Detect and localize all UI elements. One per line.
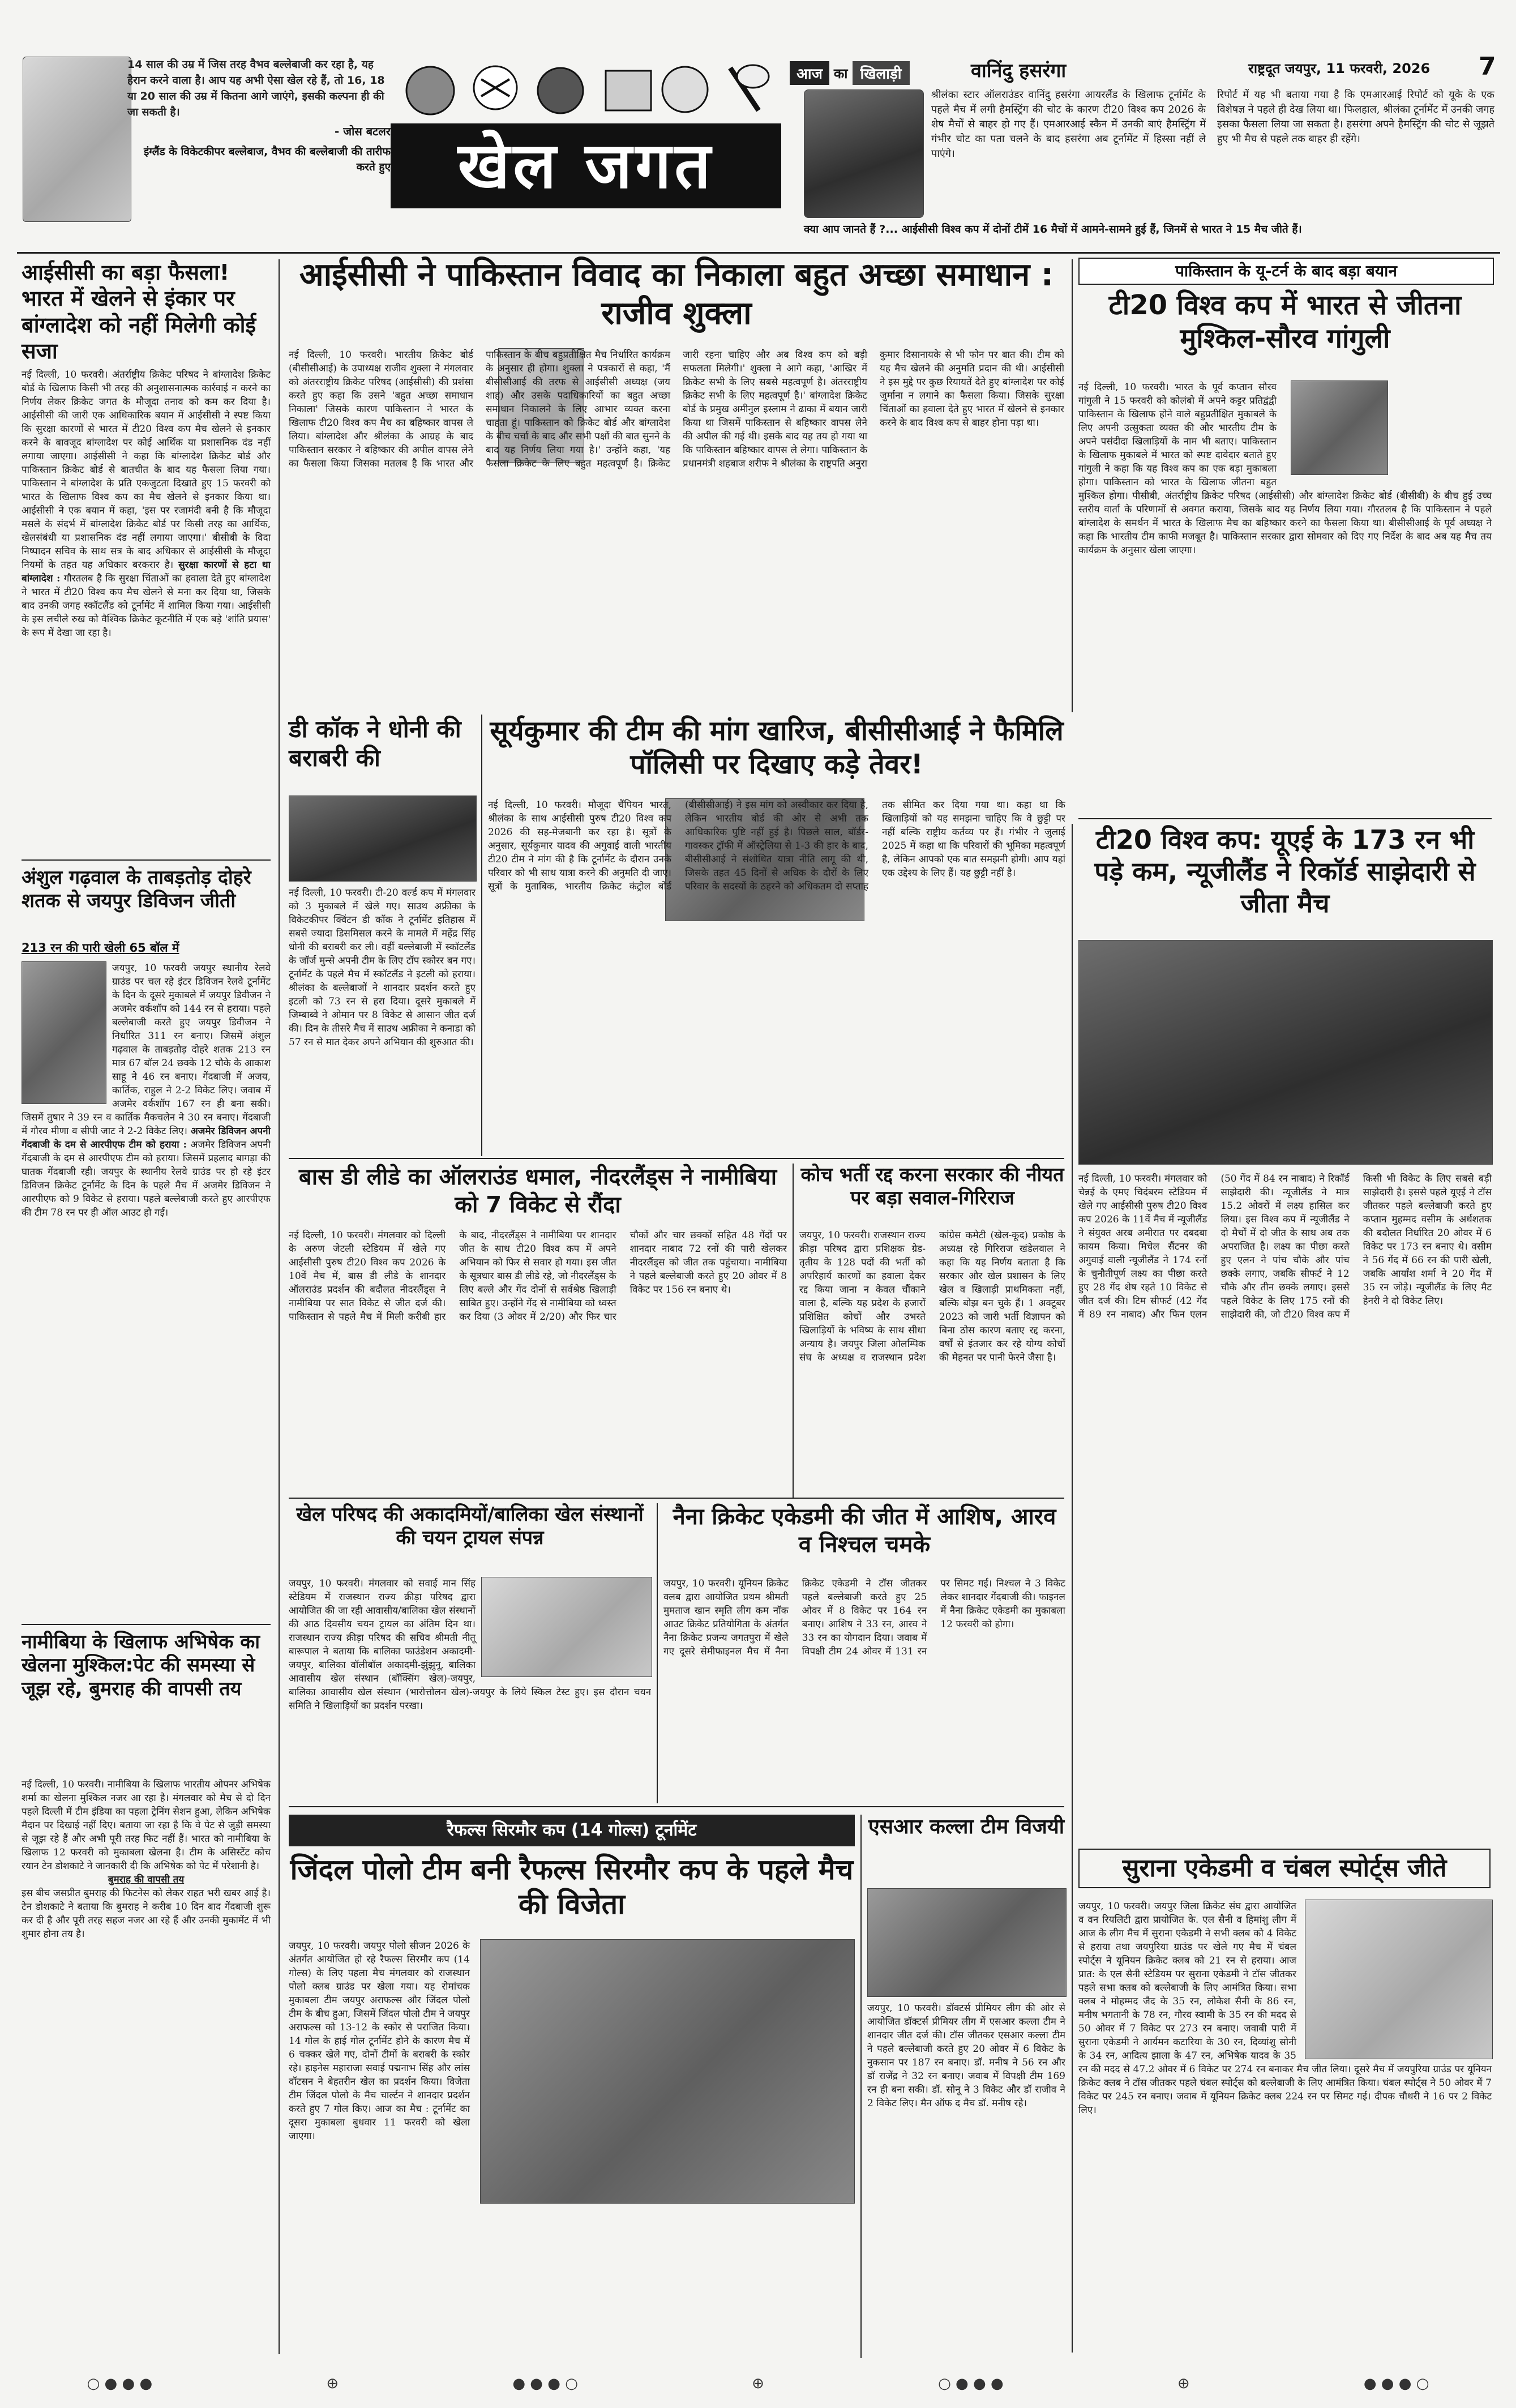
aaj-ka-khiladi-label bbox=[790, 61, 910, 85]
polo-photo-spacer bbox=[470, 1939, 855, 2205]
anshul-text-2: अजमेर डिविजन अपनी गेंदबाजी के दम से आरपीएफ टीम को हराया। जिसमें प्रहलाद बागड़ा की घातक गेंदबाजी रही। जयपुर के स्थानीय रेलवे ग्राउंड पर हो रहे इंटर डिविजन क्रिकेट टूर्नामेंट के दिन के पहले मैच में अजमेर डिविजन ने आरपीएफ को 9 विकेट से हराया। पहले बल्लेबाजी करते हुए आरपीएफ की टीम 78 रन पर ही ऑल आउट हो गई। bbox=[22, 1139, 271, 1218]
crosshair-icon: ⊕ bbox=[752, 2375, 764, 2392]
anshul-body bbox=[22, 961, 271, 1618]
rajeev-text: नई दिल्ली, 10 फरवरी। भारतीय क्रिकेट बोर्ड (बीसीसीआई) के उपाध्यक्ष राजीव शुक्ला ने मंगलवार को अंतरराष्ट्रीय क्रिकेट परिषद (आईसीसी) की प्रशंसा करते हुए कहा कि उसने 'बहुत अच्छा समाधान निकाला' जिसके कारण पाकिस्तान ने भारत के खिलाफ टी20 विश्व कप मैच का बहिष्कार वापस ले लिया। बांग्लादेश और श्रीलंका के आग्रह के बाद पाकिस्तान सरकार ने बहिष्कार की अपील वापस लेने का फैसला किया जिसका मतलब है कि भारत और पाकिस्तान के बीच बहुप्रतीक्षित मैच निर्धारित कार्यक्रम के अनुसार ही होगा। शुक्ला ने पत्रकारों से कहा, 'मैं बीसीसीआई की तरफ से आईसीसी अध्यक्ष (जय शाह) और उसके पदाधिकारियों का बहुत अच्छा समाधान निकालने के लिए आभार व्यक्त करना चाहता हूं। पाकिस्तान को क्रिकेट बोर्ड और बांग्लादेश के बीच चर्चा के बाद और सभी पक्षों की बात सुनने के बाद यह निर्णय लिया गया है।' उन्होंने कहा, 'यह फैसला क्रिकेट के लिए बहुत महत्वपूर्ण है। क्रिकेट जारी रहना चाहिए और अब विश्व कप को बड़ी सफलता मिलेगी।' शुक्ला ने आगे कहा, 'आखिर में क्रिकेट सभी के लिए सबसे महत्वपूर्ण है। अंतरराष्ट्रीय क्रिकेट सभी के लिए महत्वपूर्ण है।' बांग्लादेश क्रिकेट बोर्ड के प्रमुख अमीनुल इस्लाम ने ढाका में बयान जारी किया था जिसमें पाकिस्तान से बहिष्कार वापस लेने की अपील की गई थी। इसके बाद यह तय हो गया था कि पाकिस्तान बहिष्कार वापस ले लेगा। पाकिस्तान के प्रधानमंत्री शहबाज शरीफ ने श्रीलंका के राष्ट्रपति अनुरा कुमार दिसानायके से भी फोन पर बात की। टीम को यह मैच खेलने की अनुमति प्रदान की थी। आईसीसी ने इस मुद्दे पर कुछ रियायतें देते हुए बांग्लादेश पर कोई जुर्माना न लगाने का फैसला किया। जिसके सुरक्षा चिंताओं का हवाला देते हुए भारत में खेलने से इनकार करने के बाद विश्व कप से बाहर होना पड़ा था। bbox=[289, 349, 1064, 469]
anshul-text: जयपुर, 10 फरवरी जयपुर स्थानीय रेलवे ग्राउंड पर चल रहे इंटर डिविजन रेलवे टूर्नामेंट के दिन के दूसरे मुकाबले में जयपुर डिवीजन ने अजमेर वर्कशॉप को 144 रन से हराया। पहले बल्लेबाजी करते हुए जयपुर डिवीजन ने निर्धारित 311 रन बनाए। जिसमें अंशुल गढ़वाल के ताबड़तोड़ दोहरे शतक 213 रन मात्र 67 बॉल 24 छक्के 12 चौके के आकाश साहू ने 46 रन बनाए। गेंदबाजी में अजय, कार्तिक, राहुल ने 2-2 विकेट लिए। जवाब में अजमेर वर्कशॉप 167 रन ही बना सकी। जिसमें तुषार ने 39 रन व कार्तिक मैकचलेन ने 30 रन बनाए। गेंदबाजी में गौरव मीणा व सीपी जाट ने 2-2 विकेट लिए। bbox=[22, 963, 271, 1137]
abhishek-text: नई दिल्ली, 10 फरवरी। नामीबिया के खिलाफ भारतीय ओपनर अभिषेक शर्मा का खेलना मुश्किल नजर आ रहा है। मंगलवार को मैच से दो दिन पहले दिल्ली में टीम इंडिया का पहला ट्रेनिंग सेशन हुआ, लेकिन अभिषेक मैदान पर दिखाई नहीं दिए। बताया जा रहा है कि वे पेट से जुड़ी समस्या से जूझ रहे हैं और अभी पूरी तरह फिट नहीं हैं। भारत को नामीबिया के खिलाफ 12 फरवरी को मुकाबला खेलना है। टीम के असिस्टेंट कोच रयान टेन डोशकाटे ने जानकारी दी कि अभिषेक को पेट में परेशानी है। bbox=[22, 1779, 271, 1872]
icc-bangladesh-subhead: सुरक्षा कारणों से हटा था बांग्लादेश : bbox=[22, 559, 271, 584]
surana-text: जयपुर, 10 फरवरी। जयपुर जिला क्रिकेट संघ द्वारा आयोजित व वन रियलिटी द्वारा प्रायोजित के. एल सैनी व हिमांशु लीग में आज के लीग मैच में सुराना एकेडमी ने सभी क्लब को 4 विकेट से हराया तथा जयपुरिया ग्राउंड पर खेले गए मैच में चंबल स्पोर्ट्स ने यूनियन क्रिकेट क्लब को 21 रन से हराया। आज प्रात: के एल सैनी स्टेडियम पर सुराना एकेडमी ने टॉस जीतकर पहले सभा क्लब को बल्लेबाजी के लिए आमंत्रित किया। सभा क्लब ने मोहम्मद जैद के 35 रन, लोकेश सैनी के 86 रन, मनीष भगतानी के 78 रन, गौरव स्वामी के 35 रन की मदद से 50 ओवर में 7 विकेट पर 273 रन बनाए। जवाबी पारी में सुराना एकेडमी ने आर्यमन कटारिया के 30 रन, दिव्यांशु सोनी के 34 रन, आदित्य झाला के 47 रन, अभिषेक यादव के 35 रन की मदद से 47.2 ओवर में 6 विकेट पर 274 रन बनाकर मैच जीत लिया। दूसरे मैच में जयपुरिया ग्राउंड पर यूनियन क्रिकेट क्लब ने टॉस जीतकर पहले चंबल स्पोर्ट्स को बल्लेबाजी के लिए आमंत्रित किया। चंबल स्पोर्ट्स ने 50 ओवर में 7 विकेट पर 245 रन बनाए। जवाब में यूनियन क्रिकेट क्लब 224 रन पर सिमट गई। दीपक चौधरी ने 16 पर 2 विकेट लिए। bbox=[1078, 1901, 1492, 2116]
quote-author: - जोस बटलर bbox=[334, 125, 391, 138]
suryakumar-headline: सूर्यकुमार की टीम की मांग खारिज, बीसीसीआई ने फैमिलि पॉलिसी पर दिखाए कड़े तेवर! bbox=[490, 715, 1064, 780]
khel-parishad-body bbox=[289, 1577, 651, 1798]
uae-headline: टी20 विश्व कप: यूएई के 173 रन भी पड़े कम, न्यूजीलैंड ने रिकॉर्ड साझेदारी से जीता मैच bbox=[1094, 824, 1476, 919]
left-divider-1 bbox=[22, 859, 271, 861]
trial-photo-spacer bbox=[476, 1577, 651, 1679]
khiladi-label: खिलाड़ी bbox=[853, 61, 910, 85]
footer-registration-marks bbox=[0, 2372, 1516, 2395]
quote-box bbox=[127, 57, 391, 212]
naina-headline: नैना क्रिकेट एकेडमी की जीत में आशिष, आरव व निश्चल चमके bbox=[673, 1504, 1056, 1558]
ganguly-body bbox=[1078, 380, 1492, 822]
mid-divider-1 bbox=[289, 1158, 1064, 1159]
abhishek-subhead: बुमराह की वापसी तय bbox=[108, 1874, 185, 1885]
ganguly-kicker: पाकिस्तान के यू-टर्न के बाद बड़ा बयान bbox=[1078, 258, 1494, 285]
player-text-2: रिपोर्ट में यह भी बताया गया है कि एमआरआई रिपोर्ट को यूके के एक विशेषज्ञ ने पहले ही देख लिया था। फिलहाल, श्रीलंका टूर्नामेंट में उनकी जगह इसका फैसला लिया जा सकता है। हसरंगा अपने हैमस्ट्रिंग की चोट से जूझते हुए भी मैच से पहले तक बाहर ही रहेंगे। bbox=[1217, 89, 1494, 145]
icc-bangladesh-text-2: गौरतलब है कि सुरक्षा चिंताओं का हवाला देते हुए बांग्लादेश ने भारत में टी20 विश्व कप मैच खेलने से मना कर दिया था, जिसके बाद उनकी जगह स्कॉटलैंड को टूर्नामेंट में शामिल किया गया। आईसीसी के इस लचीले रुख को वैश्विक क्रिकेट कूटनीति में एक बड़े 'शांति प्रयास' के रूप में देखा जा रहा है। bbox=[22, 573, 271, 639]
ganguly-divider bbox=[1078, 818, 1492, 819]
jindal-text: जयपुर, 10 फरवरी। जयपुर पोलो सीजन 2026 के अंतर्गत आयोजित हो रहे रैफल्स सिरमौर कप (14 गोल्स) के लिए पहला मैच मंगलवार को राजस्थान पोलो क्लब ग्राउंड पर खेला गया। यह रोमांचक मुकाबला टीम जयपुर अराफल्स और जिंदल पोलो टीम के बीच हुआ, जिसमें जिंदल पोलो टीम ने जयपुर अराफल्स को 13-12 के स्कोर से पराजित किया। 14 गोल के हाई गोल टूर्नामेंट होने के कारण मैच में 6 चक्कर खेले गए, दोनों टीमों के बराबरी के स्कोर रहे। हाइनेस महाराजा सवाई पद्मनाभ सिंह और लांस वॉटसन ने बेहतरीन खेल का प्रदर्शन किया। विजेता टीम जिंदल पोलो के मैच चार्ल्टन ने शानदार प्रदर्शन करते हुए 7 गोल किए। आज का मैच : टूर्नामेंट का दूसरा मुकाबला बुधवार 11 फरवरी को खेला जाएगा। bbox=[289, 1940, 470, 2142]
coach-headline: कोच भर्ती रद्द करना सरकार की नीयत पर बड़ा सवाल-गिरिराज bbox=[800, 1164, 1064, 1210]
anshul-photo-spacer bbox=[22, 961, 112, 1106]
jindal-body bbox=[289, 1939, 855, 2358]
section-title: खेल जगत bbox=[391, 123, 781, 208]
rajeev-body bbox=[289, 348, 1064, 705]
icc-bangladesh-headline: आईसीसी का बड़ा फैसला! भारत में खेलने से इंकार पर बांग्लादेश को नहीं मिलेगी कोई सजा bbox=[22, 260, 256, 364]
ganguly-headline: टी20 विश्व कप में भारत से जीतना मुश्किल-सौरव गांगुली bbox=[1108, 289, 1462, 354]
anshul-subhead: 213 रन की पारी खेली 65 बॉल में bbox=[22, 941, 179, 955]
new-zealand-team-photo bbox=[1078, 940, 1493, 1165]
register-mark: ● ● ● ○ bbox=[512, 2375, 578, 2392]
register-mark: ○ ● ● ● bbox=[87, 2375, 153, 2392]
raffles-banner: रैफल्स सिरमौर कप (14 गोल्स) टूर्नामेंट bbox=[289, 1815, 855, 1846]
register-mark: ● ● ● ○ bbox=[1363, 2375, 1429, 2392]
jos-buttler-photo bbox=[23, 57, 131, 222]
ganguly-text: नई दिल्ली, 10 फरवरी। भारत के पूर्व कप्तान सौरव गांगुली ने 15 फरवरी को कोलंबो में अपने कट्टर प्रतिद्वंद्वी पाकिस्तान के खिलाफ होने वाले बहुप्रतीक्षित मुकाबले के लिए अपनी उत्सुकता व्यक्त की और भारतीय टीम के अपने पसंदीदा खिलाड़ियों के नाम भी बताए। पाकिस्तान के खिलाफ मुकाबले में भारत को स्पष्ट दावेदार बताते हुए गांगुली ने कहा कि यह विश्व कप का एक बड़ा मुकाबला होगा। पाकिस्तान को भारत के खिलाफ जीतना बहुत मुश्किल होगा। पीसीबी, अंतर्राष्ट्रीय क्रिकेट परिषद (आईसीसी) और बांग्लादेश क्रिकेट बोर्ड (बीसीबी) के बीच हुई उच्च स्तरीय वार्ता के परिणामों से अवगत कराया, जिसके बाद यह निर्णय लिया गया। गौरतलब है कि पाकिस्तान ने पहले बांग्लादेश के समर्थन में भारत के खिलाफ मैच का बहिष्कार करने का फैसला किया था। बीसीसीआई के पूर्व अध्यक्ष ने कहा कि भारतीय टीम काफी मजबूत है। पाकिस्तान सरकार द्वारा सोमवार को दिए गए निर्देश के बाद अब यह मैच तय कार्यक्रम के अनुसार खेला जाएगा। bbox=[1078, 382, 1492, 556]
khel-parishad-headline: खेल परिषद की अकादमियों/बालिका खेल संस्थानों की चयन ट्रायल संपन्न bbox=[296, 1503, 644, 1550]
naina-body: जयपुर, 10 फरवरी। यूनियन क्रिकेट क्लब द्वारा आयोजित प्रथम श्रीमती मुमताज खान स्मृति लीग कम नॉक आउट क्रिकेट प्रतियोगिता के अंतर्गत नैना क्रिकेट प्रजन्य जगतपुरा में खेले गए दूसरे सेमीफाइनल मैच में नैना क्रिकेट एकेडमी ने टॉस जीतकर पहले बल्लेबाजी करते हुए 25 ओवर में 8 विकेट पर 164 रन बनाए। आशिष ने 33 रन, आरव ने 33 रन का योगदान दिया। जवाब में विपक्षी टीम 24 ओवर में 131 रन पर सिमट गई। निश्चल ने 3 विकेट लेकर शानदार गेंदबाजी की। फाइनल में नैना क्रिकेट एकेडमी का मुकाबला 12 फरवरी को होगा। bbox=[663, 1578, 1065, 1657]
rajeev-rule bbox=[1072, 259, 1073, 712]
abhishek-body bbox=[22, 1778, 271, 2344]
anshul-headline: अंशुल गढ़वाल के ताबड़तोड़ दोहरे शतक से जयपुर डिविजन जीती bbox=[22, 866, 251, 913]
trivia-question: क्या आप जानते हैं ?... आईसीसी विश्व कप में दोनों टीमें 16 मैचों में आमने-सामने हुई हैं, जिनमें से भारत ने 15 मैच जीते हैं। bbox=[804, 223, 1302, 236]
right-column-rule bbox=[1072, 824, 1073, 2353]
rajeev-headline: आईसीसी ने पाकिस्तान विवाद का निकाला बहुत अच्छा समाधान : राजीव शुक्ला bbox=[299, 256, 1054, 332]
abhishek-text-2: इस बीच जसप्रीत बुमराह की फिटनेस को लेकर राहत भरी खबर आई है। टेन डोशकाटे ने बताया कि बुमराह ने करीब 10 दिन बाद गेंदबाजी शुरू कर दी है और पूरी तरह सहज नजर आ रहे हैं और उनकी मुकामेंट में भी शुमार होना तय है। bbox=[22, 1888, 271, 1940]
page-number: 7 bbox=[1479, 52, 1496, 81]
anshul-subhead-2: अजमेर डिविजन अपनी गेंदबाजी के दम से आरपीएफ टीम को हराया : bbox=[22, 1126, 271, 1150]
surana-body bbox=[1078, 1900, 1492, 2358]
dekock-rule bbox=[481, 715, 482, 1156]
uae-body: नई दिल्ली, 10 फरवरी। मंगलवार को चेन्नई के एमए चिदंबरम स्टेडियम में खेले गए आईसीसी पुरुष टी20 विश्व कप 2026 के 11वें मैच में न्यूजीलैंड ने संयुक्त अरब अमीरात पर दबदबा कायम किया। मिचेल सैंटनर की अगुवाई वाली न्यूजीलैंड ने 174 रनों के चुनौतीपूर्ण लक्ष्य का पीछा करते हुए 28 गेंद शेष रहते 10 विकेट से जीत दर्ज की। टिम सीफर्ट (42 गेंद में 89 रन नाबाद) और फिन एलन (50 गेंद में 84 रन नाबाद) ने रिकॉर्ड साझेदारी की। न्यूजीलैंड ने मात्र 15.2 ओवरों में लक्ष्य हासिल कर लिया। इस विश्व कप में न्यूजीलैंड ने दो मैचों में दो जीत के साथ अब तक अपराजित है। लक्ष्य का पीछा करते हुए एलन ने पांच चौके और पांच छक्के लगाए, जबकि सीफर्ट ने 12 चौके और तीन छक्के लगाए। इससे पहले विकेट के लिए 175 रनों की साझेदारी की, जो टी20 विश्व कप में किसी भी विकेट के लिए सबसे बड़ी साझेदारी है। इससे पहले यूएई ने टॉस जीतकर पहले बल्लेबाजी करते हुए कप्तान मुहम्मद वसीम के अर्धशतक की बदौलत निर्धारित 20 ओवर में 6 विकेट पर 173 रन बनाए थे। वसीम ने 56 गेंद में 66 रन की पारी खेली, जबकि आर्यांश शर्मा ने 20 गेंद में 35 रन जोड़े। न्यूजीलैंड के लिए मैट हेनरी ने दो विकेट लिए। bbox=[1078, 1173, 1492, 1320]
section-title-block bbox=[391, 57, 781, 226]
khel-parishad-rule bbox=[657, 1503, 658, 1803]
jindal-headline: जिंदल पोलो टीम बनी रैफल्स सिरमौर कप के पहले मैच की विजेता bbox=[290, 1853, 854, 1921]
left-column-rule bbox=[279, 259, 280, 2354]
abhishek-headline: नामीबिया के खिलाफ अभिषेक का खेलना मुश्किल:पेट की समस्या से जूझ रहे, बुमराह की वापसी तय bbox=[22, 1631, 260, 1700]
namibia-body: नई दिल्ली, 10 फरवरी। मंगलवार को दिल्ली के अरुण जेटली स्टेडियम में खेले गए आईसीसी पुरुष टी20 विश्व कप 2026 के 10वें मैच में, बास डी लीडे के शानदार ऑलराउंड प्रदर्शन की बदौलत नीदरलैंड्स ने नामीबिया पर सात विकेट से जीत दर्ज की। पाकिस्तान से पहले मैच में मिली करीबी हार के बाद, नीदरलैंड्स ने नामीबिया पर शानदार जीत के साथ टी20 विश्व कप में अपने अभियान को फिर से सवार हो गया। इस जीत के सूत्रधार बास डी लीडे रहे, जो नीदरलैंड्स के लिए बल्ले और गेंद दोनों से सर्वश्रेष्ठ खिलाड़ी साबित हुए। उन्होंने गेंद से नामीबिया को ध्वस्त कर दिया (3 ओवर में 2/20) और फिर चार चौकों और चार छक्कों सहित 48 गेंदों पर शानदार नाबाद 72 रनों की पारी खेलकर नीदरलैंड्स को जीत तक पहुंचाया। नामीबिया ने पहले बल्लेबाजी करते हुए 20 ओवर में 8 विकेट पर 156 रन बनाए थे। bbox=[289, 1230, 787, 1323]
sr-kalla-body: जयपुर, 10 फरवरी। डॉक्टर्स प्रीमियर लीग की ओर से आयोजित डॉक्टर्स प्रीमियर लीग में एसआर कल्ला टीम ने शानदार जीत दर्ज की। टॉस जीतकर एसआर कल्ला टीम ने पहले बल्लेबाजी करते हुए 20 ओवर में 6 विकेट के नुकसान पर 187 रन बनाए। डॉ. मनीष ने 56 रन और डॉ राजेंद्र ने 32 रन बनाए। जवाब में विपक्षी टीम 169 रन ही बना सकी। डॉ. सोनू ने 3 विकेट और डॉ राजीव ने 2 विकेट लिए। मैन ऑफ द मैच डॉ. मनीष रहे। bbox=[867, 2003, 1065, 2109]
khel-parishad-text: जयपुर, 10 फरवरी। मंगलवार को सवाई मान सिंह स्टेडियम में राजस्थान राज्य क्रीड़ा परिषद द्वारा आयोजित की जा रही आवासीय/बालिका खेल संस्थानों की आठ दिवसीय चयन ट्रायल का अंतिम दिन था। राजस्थान राज्य क्रीड़ा परिषद की सचिव श्रीमती नीतू बारूपाल ने बताया कि बालिका फाउंडेशन अकादमी-जयपुर, बालिका वॉलीबॉल अकादमी-झुंझुनू, बालिका आवासीय खेल संस्थान (बॉक्सिंग खेल)-जयपुर, बालिका आवासीय खेल संस्थान (भारोत्तोलन खेल)-जयपुर के लिये स्किल टेस्ट हुए। इस दौरान चयन समिति ने खिलाड़ियों का प्रदर्शन परखा। bbox=[289, 1578, 651, 1712]
player-text-1: श्रीलंका स्टार ऑलराउंडर वानिंदु हसरंगा आयरलैंड के खिलाफ टूर्नामेंट के पहले मैच में लगी हैमस्ट्रिंग की चोट के कारण टी20 विश्व कप 2026 के शेष मैचों से बाहर हो गए हैं। एमआरआई स्कैन में उनकी बाएं हैमस्ट्रिंग में गंभीर चोट का पता चलने के बाद हसरंगा अब टूर्नामेंट में हिस्सा नहीं ले पाएंगे। bbox=[931, 89, 1206, 160]
dekock-photo bbox=[289, 795, 477, 882]
ka-label: का bbox=[833, 65, 848, 82]
coach-body: जयपुर, 10 फरवरी। राजस्थान राज्य क्रीड़ा परिषद द्वारा प्रशिक्षक ग्रेड-तृतीय के 128 पदों की भर्ती को अपरिहार्य कारणों का हवाला देकर रद्द किया जाना न केवल चौंकाने वाला है, बल्कि यह प्रदेश के हजारों प्रशिक्षित कोचों और उभरते खिलाड़ियों के भविष्य के साथ सीधा अन्याय है। जयपुर जिला ओलम्पिक संघ के अध्यक्ष व राजस्थान प्रदेश कांग्रेस कमेटी (खेल-कूद) प्रकोष्ठ के अध्यक्ष रहे गिरिराज खंडेलवाल ने कहा कि यह निर्णय बताता है कि सरकार और खेल प्रशासन के लिए खेल व खिलाड़ी प्राथमिकता नहीं, बल्कि बोझ बन चुके हैं। 1 अक्टूबर 2023 को जारी भर्ती विज्ञापन को बिना ठोस कारण बताए रद्द करना, वर्षों से इंतजार कर रहे योग्य कोचों की मेहनत पर पानी फेरने जैसा है। bbox=[799, 1230, 1065, 1363]
sports-equipment-icon bbox=[391, 57, 781, 125]
namibia-headline: बास डी लीडे का ऑलराउंड धमाल, नीदरलैंड्स ने नामीबिया को 7 विकेट से रौंदा bbox=[298, 1164, 777, 1218]
sr-kalla-headline: एसआर कल्ला टीम विजयी bbox=[868, 1815, 1065, 1838]
icc-bangladesh-body bbox=[22, 368, 271, 855]
crosshair-icon: ⊕ bbox=[1177, 2375, 1190, 2392]
mid-divider-2 bbox=[289, 1498, 1064, 1499]
suryakumar-body: नई दिल्ली, 10 फरवरी। मौजूदा चैंपियन भारत, श्रीलंका के साथ आईसीसी पुरुष टी20 विश्व कप 2026 की सह-मेजबानी कर रहा है। सूत्रों के अनुसार, सूर्यकुमार यादव की अगुवाई वाली भारतीय टी20 टीम ने मांग की है कि टूर्नामेंट के दौरान उनके परिवार को भी साथ यात्रा करने की अनुमति दी जाए। सूत्रों के मुताबिक, भारतीय क्रिकेट कंट्रोल बोर्ड (बीसीसीआई) ने इस मांग को अस्वीकार कर दिया है, लेकिन भारतीय बोर्ड की ओर से अभी तक आधिकारिक पुष्टि नहीं हुई है। पिछले साल, बॉर्डर-गावस्कर ट्रॉफी में ऑस्ट्रेलिया से 1-3 की हार के बाद, बीसीसीआई ने संशोधित यात्रा नीति लागू की थी, जिसके तहत 45 दिनों से अधिक के दौरों के लिए परिवार के सदस्यों के ठहरने को अधिकतम दो सप्ताह तक सीमित कर दिया गया था। कहा था कि खिलाड़ियों को यह समझना चाहिए कि वे छुट्टी पर नहीं बल्कि राष्ट्रीय कर्तव्य पर हैं। गंभीर ने जुलाई 2025 में कहा था कि परिवारों की भूमिका महत्वपूर्ण है, लेकिन आपको एक बात समझनी होगी। आप यहां एक उद्देश्य के लिए हैं। यह छुट्टी नहीं है। bbox=[488, 799, 1065, 892]
surana-photo-spacer bbox=[1296, 1900, 1492, 2061]
surana-headline: सुराना एकेडमी व चंबल स्पोर्ट्स जीते bbox=[1078, 1849, 1491, 1888]
left-divider-2 bbox=[22, 1624, 271, 1625]
dateline: राष्ट्रदूत जयपुर, 11 फरवरी, 2026 bbox=[1248, 61, 1431, 76]
namibia-rule bbox=[793, 1164, 794, 1498]
ganguly-photo-spacer bbox=[1277, 380, 1492, 477]
aaj-label: आज bbox=[790, 61, 829, 85]
dekock-headline: डी कॉक ने धोनी की बराबरी की bbox=[289, 715, 461, 772]
masthead bbox=[0, 0, 1516, 238]
sr-kalla-team-photo bbox=[867, 1888, 1067, 1997]
masthead-divider bbox=[17, 252, 1500, 254]
crosshair-icon: ⊕ bbox=[326, 2375, 339, 2392]
register-mark: ○ ● ● ● bbox=[938, 2375, 1004, 2392]
hasaranga-photo bbox=[804, 89, 924, 218]
mid-divider-3 bbox=[289, 1806, 1064, 1807]
jindal-rule bbox=[860, 1815, 862, 2358]
quote-text: 14 साल की उम्र में जिस तरह वैभव बल्लेबाजी कर रहा है, यह हैरान करने वाला है। आप यह अभी ऐसा खेल रहे हैं, तो 16, 18 या 20 साल की उम्र में कितना आगे जाएंगे, इसकी कल्पना ही की जा सकती है। bbox=[127, 58, 385, 118]
dekock-body: नई दिल्ली, 10 फरवरी। टी-20 वर्ल्ड कप में मंगलवार को 3 मुकाबले में खेले गए। साउथ अफ्रीका के विकेटकीपर क्विंटन डी कॉक ने टूर्नामेंट इतिहास में सबसे ज्यादा डिसमिसल करने के मामले में महेंद्र सिंह धोनी की बराबरी कर ली। वहीं बल्लेबाजी में स्कॉटलैंड के जॉर्ज मुन्से अपनी टीम के लिए टॉप स्कोरर बन गए। टूर्नामेंट के पहले मैच में स्कॉटलैंड ने इटली को हराया। श्रीलंका के बल्लेबाजों ने शानदार प्रदर्शन करते हुए इटली को 73 रन से हरा दिया। दूसरे मुकाबले में जिम्बाब्वे ने ओमान पर 8 विकेट से आसान जीत दर्ज की। दिन के तीसरे मैच में साउथ अफ्रीका ने कनाडा को 57 रन से मात देकर अपने अभियान की शुरुआत की। bbox=[289, 887, 476, 1048]
quote-caption: इंग्लैंड के विकेटकीपर बल्लेबाज, वैभव की बल्लेबाजी की तारीफ करते हुए bbox=[143, 146, 391, 173]
icc-bangladesh-text: नई दिल्ली, 10 फरवरी। अंतर्राष्ट्रीय क्रिकेट परिषद ने बांग्लादेश क्रिकेट बोर्ड के खिलाफ किसी भी तरह की अनुशासनात्मक कार्रवाई न करने का निर्णय लेकर क्रिकेट जगत के मौजूदा तनाव को कम कर दिया है। आईसीसी की जारी एक आधिकारिक बयान में आईसीसी ने स्पष्ट किया कि सुरक्षा कारणों से भारत में टी20 विश्व कप मैच खेलने से इनकार करने के बावजूद बांग्लादेश पर कोई आर्थिक या प्रशासनिक दंड नहीं लगाया जाएगा। आईसीसी ने कहा कि बांग्लादेश क्रिकेट बोर्ड और पाकिस्तान क्रिकेट बोर्ड से बातचीत के बाद यह फैसला लिया गया। पाकिस्तान ने बांग्लादेश के प्रति एकजुटता दिखाते हुए 15 फरवरी को भारत के खिलाफ विश्व कप का मैच खेलने से इनकार किया था। आईसीसी ने एक बयान में कहा, 'इस पर रजामंदी बनी है कि मौजूदा मसले के संदर्भ में बांग्लादेश क्रिकेट बोर्ड पर किसी तरह का आर्थिक, खेलसंबंधी या प्रशासनिक दंड नहीं लगाया जाएगा।' बीसीबी के विदा निष्पादन सचिव के साथ सत्र के बाद अधिकार से आईसीसी के मौजूदा नियमों के तहत यह अधिकार बरकरार है। bbox=[22, 369, 271, 571]
player-name: वानिंदु हसरंगा bbox=[971, 59, 1067, 82]
